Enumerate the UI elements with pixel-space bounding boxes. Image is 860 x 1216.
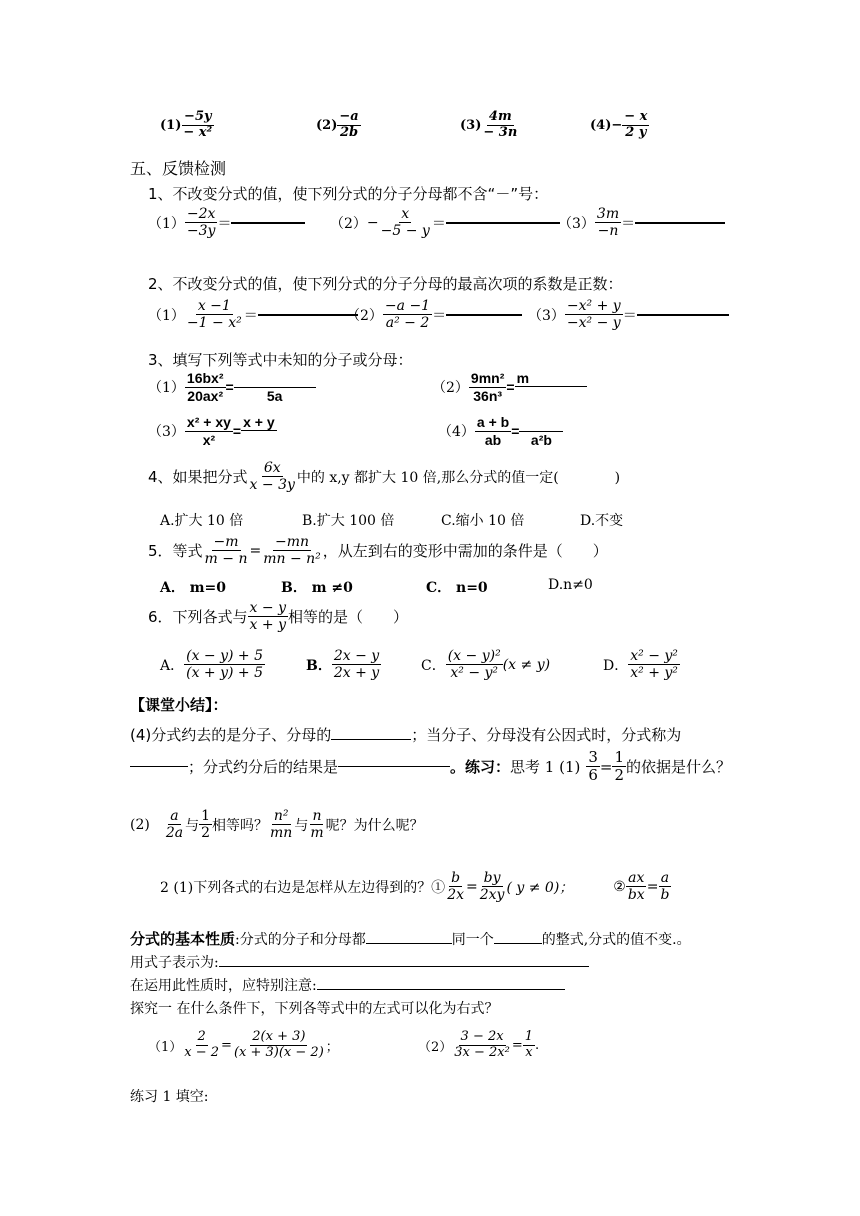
summary-line-3	[130, 808, 424, 841]
denominator: x + y	[249, 617, 286, 634]
question-3-text: 3、填写下列等式中未知的分子或分母：	[148, 351, 413, 369]
item-label: （1）	[148, 1039, 183, 1055]
fraction-right	[261, 534, 323, 567]
denominator: x	[525, 1044, 533, 1060]
option-label: D．	[603, 657, 629, 674]
denominator: ab	[484, 431, 502, 448]
fraction	[308, 808, 325, 841]
denominator: 3x − 2x²	[454, 1044, 510, 1060]
summary-line-4	[160, 870, 671, 903]
equals-sign: =	[225, 379, 234, 396]
item-label: （2）	[346, 307, 383, 324]
denominator: − x²	[183, 124, 213, 140]
section-title: 五、反馈检测	[130, 159, 227, 178]
text-segment: 思考 1 (1)	[510, 758, 581, 777]
item-label: (2)	[130, 816, 150, 833]
question-4	[148, 460, 620, 493]
denominator: −3y	[186, 223, 216, 240]
fraction	[181, 110, 214, 141]
equals-sign: ＝	[621, 215, 636, 232]
fraction	[452, 1030, 512, 1061]
answer-blank[interactable]	[231, 222, 305, 224]
q3-item-4	[438, 414, 563, 448]
fraction	[332, 648, 381, 681]
numerator: 2x − y	[333, 648, 380, 664]
numerator: x −1	[197, 298, 231, 314]
summary-title: 【课堂小结】：	[130, 696, 228, 714]
fraction	[586, 749, 600, 785]
denominator: a² − 2	[385, 315, 430, 332]
equals-sign: =	[599, 757, 613, 776]
numerator: −5y	[184, 109, 212, 124]
fraction	[612, 749, 626, 785]
denominator: x²	[202, 431, 216, 448]
text-segment: (4)分式约去的是分子、分母的	[130, 726, 332, 744]
q1-item-3	[558, 206, 725, 239]
denominator: x² + y²	[630, 665, 678, 682]
fraction	[268, 808, 294, 841]
answer-blank[interactable]	[130, 766, 188, 767]
q4-prefix: 4、如果把分式	[148, 468, 248, 487]
condition: (x ≠ y)	[502, 656, 551, 673]
fraction-right	[515, 370, 587, 404]
denominator: 2 y	[625, 124, 647, 140]
question-1-text: 1、不改变分式的值，使下列分式的分子分母都不含“－”号：	[148, 185, 549, 203]
numerator: x − y	[249, 600, 286, 616]
denominator: bx	[627, 887, 645, 904]
punctuation: ；	[325, 1039, 339, 1055]
top-item-3	[460, 110, 519, 141]
answer-blank[interactable]	[494, 943, 542, 944]
text-segment: 的依据是什么？	[626, 758, 732, 777]
q5-prefix: 5．等式	[148, 542, 203, 561]
note-line	[130, 975, 565, 995]
numerator: x² + xy	[186, 414, 231, 431]
numerator: −a	[339, 109, 359, 124]
numerator: x	[401, 206, 410, 222]
equals-sign: ＝	[431, 215, 446, 232]
fraction	[478, 870, 507, 903]
denominator: 2xy	[479, 887, 505, 904]
item-label: （2）	[330, 215, 367, 232]
fraction	[565, 298, 623, 331]
numerator: 1	[614, 748, 625, 766]
fraction	[199, 808, 212, 841]
denominator: − 3n	[483, 124, 518, 140]
answer-blank[interactable]	[331, 739, 411, 740]
numerator: −x² + y	[566, 298, 621, 314]
equals-sign: =	[466, 878, 478, 895]
numerator: (x − y)²	[447, 648, 501, 664]
practice-title: 练习 1 填空:	[130, 1089, 209, 1105]
fraction	[383, 298, 432, 331]
fraction	[337, 110, 360, 141]
q4-option-b[interactable]: B.扩大 100 倍	[302, 513, 395, 529]
equals-sign: =	[511, 423, 520, 440]
equals-sign: ＝	[622, 307, 637, 324]
text-segment: 与	[294, 817, 309, 834]
numerator: a	[660, 870, 670, 886]
text-segment: ；当分子、分母没有公因式时，分式称为	[411, 726, 682, 744]
option-label: A．	[160, 657, 185, 674]
fraction-left	[203, 534, 250, 567]
text-segment: 呢？为什么呢？	[325, 817, 424, 834]
denominator: 2	[201, 825, 211, 842]
fraction	[185, 298, 244, 331]
fraction	[523, 1030, 535, 1061]
q6-prefix: 6．下列各式与	[148, 608, 248, 627]
denominator: mn − n²	[263, 551, 321, 568]
denominator: 6	[588, 766, 598, 785]
punctuation: .	[535, 1037, 540, 1053]
item-label: （4）	[438, 424, 475, 441]
q6-suffix: 相等的是（ ）	[287, 608, 408, 627]
text-segment: 在运用此性质时，应特别注意:	[130, 978, 317, 994]
text-segment: 的整式,分式的值不变.。	[541, 932, 691, 948]
explore-item-1	[148, 1030, 339, 1061]
q5-suffix: ，从左到右的变形中需加的条件是（ ）	[322, 542, 608, 561]
item-label: （1）	[148, 215, 185, 232]
q5-option-c[interactable]: C． n=0	[426, 580, 488, 596]
q5-option-a[interactable]: A． m=0	[160, 580, 227, 596]
text-segment: 相等吗？	[212, 817, 269, 834]
denominator: −x² − y	[566, 315, 621, 332]
q2-item-2	[346, 298, 522, 331]
numerator-blank[interactable]	[519, 414, 563, 432]
fraction	[628, 648, 680, 681]
fraction	[248, 600, 288, 633]
answer-blank[interactable]	[366, 943, 452, 944]
fraction	[481, 110, 519, 141]
denominator: 2x + y	[333, 665, 380, 682]
fraction	[658, 870, 671, 903]
q4-suffix: 中的 x,y 都扩大 10 倍,那么分式的值一定( )	[296, 469, 621, 486]
numerator-blank[interactable]	[234, 370, 316, 388]
denominator: a²b	[530, 432, 552, 448]
option-label: C．	[421, 657, 446, 674]
item-label: （1）	[148, 307, 185, 324]
q2-item-3	[528, 298, 729, 331]
fraction-left	[475, 414, 511, 447]
denominator: b	[660, 887, 670, 904]
fraction	[184, 648, 265, 681]
equals-sign: ＝	[432, 307, 447, 324]
denominator: m	[310, 825, 324, 842]
numerator: a + b	[476, 414, 510, 431]
summary-line-1	[130, 724, 681, 745]
numerator: 1	[524, 1029, 534, 1044]
q3-item-1	[148, 370, 316, 404]
denominator: 2a	[165, 825, 184, 842]
numerator: −mn	[274, 534, 310, 550]
denominator: 20ax²	[187, 387, 224, 404]
denominator: (x + y) + 5	[186, 665, 264, 682]
q3-item-2	[432, 370, 587, 404]
item-label: （3）	[528, 307, 565, 324]
denominator: 2b	[339, 124, 359, 140]
denominator: 2	[614, 766, 625, 785]
explore-item-2	[418, 1030, 539, 1061]
question-2-text: 2、不改变分式的值，使下列分式的分子分母的最高次项的系数是正数：	[148, 275, 623, 293]
explore-title: 探究一 在什么条件下，下列各等式中的左式可以化为右式？	[130, 1001, 499, 1017]
answer-blank[interactable]	[219, 966, 589, 967]
item-label: （2）	[432, 380, 469, 397]
item-label: (2)	[316, 117, 338, 133]
fraction	[626, 870, 647, 903]
option-label: B．	[306, 657, 332, 674]
numerator: 3 − 2x	[460, 1029, 504, 1044]
fraction-right	[519, 414, 563, 448]
numerator: x + y	[243, 414, 275, 430]
item-label: （3）	[558, 215, 595, 232]
minus-sign: −	[366, 214, 379, 231]
equals-sign: ＝	[217, 215, 232, 232]
numerator: b	[451, 870, 461, 886]
numerator: by	[483, 870, 501, 886]
answer-blank[interactable]	[317, 989, 565, 990]
q5-option-d[interactable]: D.n≠0	[548, 577, 593, 593]
q4-option-a[interactable]: A.扩大 10 倍	[160, 513, 244, 529]
equals-sign: =	[506, 379, 515, 396]
equals-sign: =	[221, 1037, 232, 1053]
item-label: (1)	[160, 117, 182, 133]
text-segment: ；分式约分后的结果是	[188, 758, 339, 777]
item-label: (3)	[460, 117, 482, 133]
q3-item-3	[148, 414, 277, 448]
text-segment: 用式子表示为:	[130, 955, 219, 971]
denominator-blank[interactable]	[549, 387, 553, 404]
numerator: n²	[273, 808, 289, 824]
summary-line-2	[130, 749, 731, 785]
q6-option-d[interactable]	[603, 648, 680, 681]
q6-option-a[interactable]	[160, 648, 265, 681]
item-label: （1）	[148, 380, 185, 397]
denominator: mn	[270, 825, 293, 842]
item-label: (4)	[590, 117, 612, 133]
property-line	[130, 928, 691, 949]
numerator: 3m	[596, 206, 620, 222]
expression-line	[130, 952, 589, 972]
numerator: 3	[588, 748, 598, 766]
fraction	[185, 206, 218, 239]
question-5	[148, 534, 608, 567]
denominator: x − 3y	[249, 477, 295, 494]
q5-option-b[interactable]: B． m ≠0	[281, 580, 353, 596]
numerator: 9mn²	[470, 370, 505, 387]
numerator: n	[312, 808, 322, 824]
equals-sign: =	[646, 878, 659, 895]
top-item-1	[160, 110, 214, 141]
answer-blank[interactable]	[637, 314, 729, 316]
denominator: x − 2	[184, 1044, 220, 1060]
q6-option-b[interactable]	[306, 648, 381, 681]
denominator: m − n	[204, 551, 248, 568]
q1-item-1	[148, 206, 305, 239]
q6-option-c[interactable]	[421, 648, 550, 681]
numerator: −a −1	[384, 298, 431, 314]
answer-blank[interactable]	[635, 222, 725, 224]
equals-sign: =	[249, 542, 262, 559]
fraction-left	[185, 370, 226, 403]
fraction	[182, 1030, 221, 1061]
fraction-right	[234, 370, 316, 404]
equals-sign: =	[511, 1037, 523, 1053]
answer-blank[interactable]	[338, 766, 450, 767]
denominator: 2x	[447, 887, 464, 904]
text-segment: 2 (1)下列各式的右边是怎样从左边得到的？①	[160, 879, 446, 896]
answer-blank[interactable]	[258, 314, 358, 316]
question-6	[148, 600, 408, 633]
numerator: 1	[201, 808, 211, 824]
q4-option-c[interactable]: C.缩小 10 倍	[441, 513, 525, 529]
denominator: (x + 3)(x − 2)	[233, 1044, 324, 1060]
top-item-4	[590, 110, 649, 141]
fraction	[248, 460, 297, 493]
denominator: x² − y²	[450, 665, 499, 682]
numerator: −m	[213, 534, 239, 550]
answer-blank[interactable]	[446, 314, 522, 316]
numerator: ax	[628, 870, 645, 886]
numerator: 2(x + 3)	[252, 1029, 306, 1044]
numerator: x² − y²	[630, 648, 678, 664]
fraction-right	[241, 414, 277, 448]
property-heading: 分式的基本性质	[130, 930, 236, 948]
minus-sign: −	[611, 117, 623, 133]
numerator: 2	[197, 1029, 206, 1044]
text-segment: 。练习：	[450, 758, 511, 777]
fraction	[622, 110, 649, 141]
q2-item-1	[148, 298, 358, 331]
denominator: 36n³	[473, 387, 503, 404]
numerator: −2x	[186, 206, 216, 222]
fraction-left	[469, 370, 506, 403]
denominator: 5a	[266, 388, 283, 404]
numerator: − x	[624, 109, 648, 124]
numerator: m	[515, 370, 587, 387]
fraction	[446, 648, 503, 681]
fraction	[379, 206, 432, 239]
condition: ( y ≠ 0)；	[506, 879, 574, 896]
denominator: −1 − x²	[186, 315, 242, 332]
item-label: （2）	[418, 1039, 453, 1055]
text-segment: :分式的分子和分母都	[235, 932, 366, 948]
q1-item-2	[330, 206, 560, 239]
denominator: −5 − y	[380, 223, 430, 240]
circled-number: ②	[613, 878, 626, 895]
numerator: 16bx²	[186, 370, 224, 387]
numerator: 6x	[263, 460, 281, 476]
fraction-left	[185, 414, 233, 447]
top-item-2	[316, 110, 361, 141]
text-segment: 同一个	[451, 932, 494, 948]
item-label: （3）	[148, 424, 185, 441]
text-segment: 与	[185, 817, 200, 834]
equals-sign: ＝	[243, 307, 258, 324]
q4-option-d[interactable]: D.不变	[580, 513, 624, 529]
fraction	[232, 1030, 326, 1061]
answer-blank[interactable]	[446, 222, 560, 224]
fraction	[445, 870, 466, 903]
numerator: a	[170, 808, 179, 824]
fraction	[595, 206, 621, 239]
denominator: −n	[597, 223, 619, 240]
fraction	[164, 808, 185, 841]
numerator: 4m	[488, 109, 512, 124]
numerator: (x − y) + 5	[186, 648, 264, 664]
equals-sign: =	[232, 423, 242, 440]
denominator-blank[interactable]	[257, 431, 261, 448]
